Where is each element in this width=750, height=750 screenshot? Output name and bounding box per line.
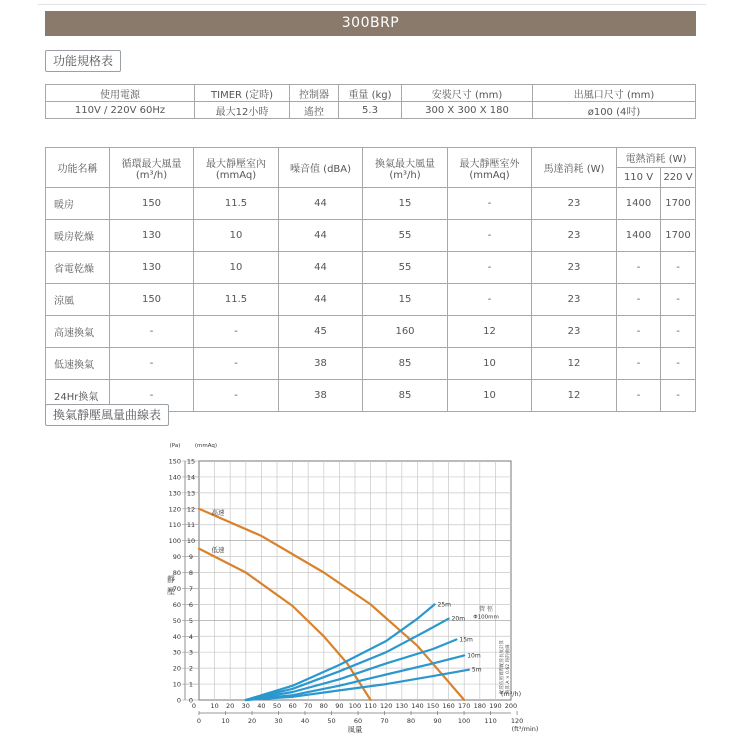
header-outdoor-pressure — [448, 148, 532, 188]
cell-vent-airflow: 55 — [363, 252, 448, 284]
header-timer: TIMER (定時) — [195, 85, 290, 102]
header-outdoor-pressure-label: 最大靜壓室外 — [459, 158, 520, 170]
mmaq-tick-label: 1 — [188, 680, 194, 689]
m3h-tick-label: 200 — [504, 702, 518, 710]
cell-heater-110v: - — [617, 252, 661, 284]
cell-outdoor-pressure: 10 — [448, 380, 532, 412]
cell-indoor-pressure: - — [194, 348, 279, 380]
header-motor-power: 馬達消耗 (W) — [532, 148, 617, 188]
table-row — [46, 188, 696, 220]
x-axis-title: 風量 — [347, 725, 363, 734]
m3h-tick-label: 30 — [241, 702, 250, 710]
x-origin-label: 0 — [191, 702, 196, 710]
cell-function-name: 省電乾燥 — [46, 252, 110, 284]
side-note: 配管依照實際配管長度計算 — [500, 640, 505, 694]
duct-note-title: 管 徑 — [479, 605, 494, 613]
cell-heater-220v: - — [661, 380, 696, 412]
cell-outdoor-pressure: 12 — [448, 316, 532, 348]
cell-outdoor-pressure: - — [448, 252, 532, 284]
cell-function-name: 低速換氣 — [46, 348, 110, 380]
table-row — [46, 102, 696, 119]
header-outlet-size: 出風口尺寸 (mm) — [533, 85, 696, 102]
pa-tick-label: 100 — [168, 537, 181, 546]
m3h-tick-label: 20 — [226, 702, 235, 710]
m3h-unit-label: (m³/h) — [500, 690, 522, 698]
cell-indoor-pressure: 11.5 — [194, 188, 279, 220]
mmaq-tick-label: 5 — [188, 616, 194, 625]
mmaq-tick-label: 12 — [186, 505, 196, 514]
cell-heater-110v: - — [617, 316, 661, 348]
pa-tick-label: 140 — [168, 473, 181, 482]
m3h-tick-label: 60 — [288, 702, 297, 710]
y-axis-title-char: 壓 — [167, 587, 175, 596]
header-outdoor-pressure-unit: (mmAq) — [469, 169, 510, 181]
m3h-tick-label: 150 — [426, 702, 440, 710]
mmaq-unit-label: (mmAq) — [194, 443, 218, 449]
fan-curve-label: 低速 — [211, 545, 225, 554]
cell-heater-220v: - — [661, 252, 696, 284]
pa-tick-label: 120 — [168, 505, 181, 514]
ft3min-tick-label: 70 — [380, 717, 389, 725]
ft3min-tick-label: 120 — [510, 717, 524, 725]
cell-noise: 44 — [279, 252, 363, 284]
pa-tick-label: 130 — [168, 489, 181, 498]
cell-motor-power: 23 — [532, 188, 617, 220]
mmaq-tick-label: 14 — [186, 473, 196, 482]
header-circ-airflow-unit: (m³/h) — [135, 169, 168, 181]
m3h-tick-label: 90 — [335, 702, 344, 710]
header-noise: 噪音值 (dBA) — [279, 148, 363, 188]
mmaq-tick-label: 0 — [188, 696, 194, 705]
chart-svg — [155, 440, 555, 740]
mmaq-tick-label: 2 — [188, 664, 194, 673]
header-indoor-pressure — [194, 148, 279, 188]
spec-section-label: 功能規格表 — [45, 50, 121, 72]
pa-tick-label: 60 — [172, 600, 181, 609]
mmaq-tick-label: 13 — [186, 489, 196, 498]
cell-vent-airflow: 15 — [363, 284, 448, 316]
header-indoor-pressure-unit: (mmAq) — [215, 169, 257, 181]
cell-motor-power: 23 — [532, 220, 617, 252]
header-controller: 控制器 — [290, 85, 339, 102]
cell-function-name: 高速換氣 — [46, 316, 110, 348]
cell-vent-airflow: 15 — [363, 188, 448, 220]
pa-unit-label: (Pa) — [169, 443, 181, 449]
side-note-2: 換算 A × 0.62 時的曲線 — [506, 644, 511, 694]
header-weight: 重量 (kg) — [339, 85, 402, 102]
curve-section-label: 換氣靜壓風量曲線表 — [45, 404, 169, 426]
duct-curve-label: 15m — [459, 636, 473, 644]
m3h-tick-label: 170 — [457, 702, 471, 710]
cell-noise: 45 — [279, 316, 363, 348]
m3h-tick-label: 120 — [379, 702, 393, 710]
cell-indoor-pressure: - — [194, 316, 279, 348]
m3h-tick-label: 180 — [473, 702, 487, 710]
value-install-size: 300 X 300 X 180 — [402, 102, 533, 119]
table-row — [46, 284, 696, 316]
cell-vent-airflow: 160 — [363, 316, 448, 348]
cell-heater-220v: 1700 — [661, 188, 696, 220]
header-heater-power: 電熱消耗 (W) — [617, 148, 696, 168]
page-title: 300BRP — [45, 11, 696, 36]
header-circ-airflow — [110, 148, 194, 188]
cell-motor-power: 23 — [532, 316, 617, 348]
table-row — [46, 220, 696, 252]
cell-heater-110v: 1400 — [617, 188, 661, 220]
m3h-tick-label: 140 — [411, 702, 424, 710]
header-vent-airflow-unit: (m³/h) — [389, 169, 421, 181]
header-vent-airflow — [363, 148, 448, 188]
header-heater-110v: 110 V — [617, 168, 661, 188]
ft3min-tick-label: 110 — [484, 717, 497, 725]
m3h-tick-label: 70 — [304, 702, 313, 710]
value-power: 110V / 220V 60Hz — [46, 102, 195, 119]
ft3min-tick-label: 10 — [221, 717, 230, 725]
header-function-name: 功能名稱 — [46, 148, 110, 188]
pa-tick-label: 90 — [172, 553, 181, 562]
m3h-tick-label: 190 — [489, 702, 502, 710]
cell-function-name: 涼風 — [46, 284, 110, 316]
duct-note-size: Φ100mm — [473, 614, 499, 621]
cell-indoor-pressure: 11.5 — [194, 284, 279, 316]
cell-heater-220v: - — [661, 284, 696, 316]
ft3min-tick-label: 30 — [274, 717, 283, 725]
m3h-tick-label: 50 — [272, 702, 282, 710]
mmaq-tick-label: 4 — [188, 632, 194, 641]
ft3min-tick-label: 50 — [327, 717, 336, 725]
ft3min-tick-label: 80 — [406, 717, 416, 725]
cell-outdoor-pressure: - — [448, 188, 532, 220]
cell-heater-220v: 1700 — [661, 220, 696, 252]
cell-circ-airflow: - — [110, 348, 194, 380]
mmaq-tick-label: 9 — [188, 553, 194, 562]
pa-tick-label: 40 — [172, 632, 181, 641]
cell-noise: 44 — [279, 220, 363, 252]
cell-motor-power: 23 — [532, 252, 617, 284]
duct-curve-label: 20m — [451, 615, 466, 623]
cell-heater-110v: 1400 — [617, 220, 661, 252]
cell-circ-airflow: 150 — [110, 188, 194, 220]
value-weight: 5.3 — [339, 102, 402, 119]
cell-vent-airflow: 55 — [363, 220, 448, 252]
mmaq-tick-label: 10 — [186, 537, 196, 546]
pa-tick-label: 10 — [172, 680, 181, 689]
m3h-tick-label: 80 — [319, 702, 328, 710]
mmaq-tick-label: 8 — [188, 569, 194, 578]
ft3min-tick-label: 0 — [196, 717, 202, 725]
table-row — [46, 316, 696, 348]
cell-heater-110v: - — [617, 380, 661, 412]
cell-indoor-pressure: 10 — [194, 252, 279, 284]
m3h-tick-label: 40 — [257, 702, 266, 710]
pa-tick-label: 50 — [172, 616, 181, 625]
m3h-tick-label: 100 — [348, 702, 362, 710]
table-header-row — [46, 148, 696, 168]
header-indoor-pressure-label: 最大靜壓室內 — [206, 158, 266, 170]
m3h-tick-label: 110 — [364, 702, 377, 710]
duct-curve-label: 5m — [471, 666, 482, 674]
cell-heater-110v: - — [617, 284, 661, 316]
header-power: 使用電源 — [46, 85, 195, 102]
pa-tick-label: 70 — [172, 584, 181, 593]
value-controller: 遙控 — [290, 102, 339, 119]
cell-function-name: 24Hr換氣 — [46, 380, 110, 412]
value-timer: 最大12小時 — [195, 102, 290, 119]
cell-function-name: 暖房乾燥 — [46, 220, 110, 252]
ft3min-tick-label: 40 — [300, 717, 310, 725]
cell-heater-110v: - — [617, 348, 661, 380]
mmaq-tick-label: 7 — [188, 584, 194, 593]
m3h-tick-label: 10 — [210, 702, 219, 710]
cell-motor-power: 12 — [532, 380, 617, 412]
cell-circ-airflow: - — [110, 316, 194, 348]
table-header-row — [46, 85, 696, 102]
pa-tick-label: 30 — [172, 648, 181, 657]
table-row — [46, 348, 696, 380]
mmaq-tick-label: 3 — [188, 648, 194, 657]
cell-noise: 38 — [279, 380, 363, 412]
mmaq-tick-label: 15 — [186, 457, 196, 466]
pa-tick-label: 0 — [176, 696, 181, 705]
cell-noise: 44 — [279, 284, 363, 316]
cell-motor-power: 12 — [532, 348, 617, 380]
function-spec-table — [45, 147, 696, 412]
cell-heater-220v: - — [661, 316, 696, 348]
cell-circ-airflow: - — [110, 380, 194, 412]
ft3min-tick-label: 60 — [353, 717, 363, 725]
cell-circ-airflow: 130 — [110, 220, 194, 252]
cell-circ-airflow: 150 — [110, 284, 194, 316]
pa-tick-label: 80 — [172, 569, 181, 578]
cell-heater-220v: - — [661, 348, 696, 380]
cell-motor-power: 23 — [532, 284, 617, 316]
mmaq-tick-label: 11 — [186, 521, 196, 530]
fan-curve-label: 高速 — [211, 508, 225, 517]
cell-outdoor-pressure: - — [448, 284, 532, 316]
top-divider — [38, 4, 706, 5]
ft3min-tick-label: 90 — [433, 717, 442, 725]
ft3min-tick-label: 100 — [457, 717, 471, 725]
pressure-airflow-chart — [155, 440, 555, 740]
cell-function-name: 暖房 — [46, 188, 110, 220]
y-axis-title-char: 靜 — [167, 575, 175, 584]
ft3min-tick-label: 20 — [247, 717, 257, 725]
m3h-tick-label: 130 — [395, 702, 409, 710]
header-install-size: 安裝尺寸 (mm) — [402, 85, 533, 102]
mmaq-tick-label: 6 — [188, 600, 194, 609]
pa-tick-label: 150 — [168, 457, 181, 466]
duct-curve-label: 10m — [467, 652, 481, 660]
cell-vent-airflow: 85 — [363, 348, 448, 380]
cell-vent-airflow: 85 — [363, 380, 448, 412]
cell-indoor-pressure: 10 — [194, 220, 279, 252]
cell-circ-airflow: 130 — [110, 252, 194, 284]
ft3min-unit-label: (ft³/min) — [511, 725, 539, 733]
pa-tick-label: 110 — [168, 521, 181, 530]
pa-tick-label: 20 — [172, 664, 181, 673]
table-row — [46, 252, 696, 284]
duct-curve-label: 25m — [437, 601, 452, 609]
header-vent-airflow-label: 換氣最大風量 — [375, 158, 435, 170]
cell-noise: 44 — [279, 188, 363, 220]
cell-noise: 38 — [279, 348, 363, 380]
basic-spec-table — [45, 84, 696, 119]
m3h-tick-label: 160 — [442, 702, 455, 710]
cell-outdoor-pressure: - — [448, 220, 532, 252]
header-circ-airflow-label: 循環最大風量 — [121, 158, 182, 170]
cell-indoor-pressure: - — [194, 380, 279, 412]
value-outlet-size: ø100 (4吋) — [533, 102, 696, 119]
cell-outdoor-pressure: 10 — [448, 348, 532, 380]
header-heater-220v: 220 V — [661, 168, 696, 188]
